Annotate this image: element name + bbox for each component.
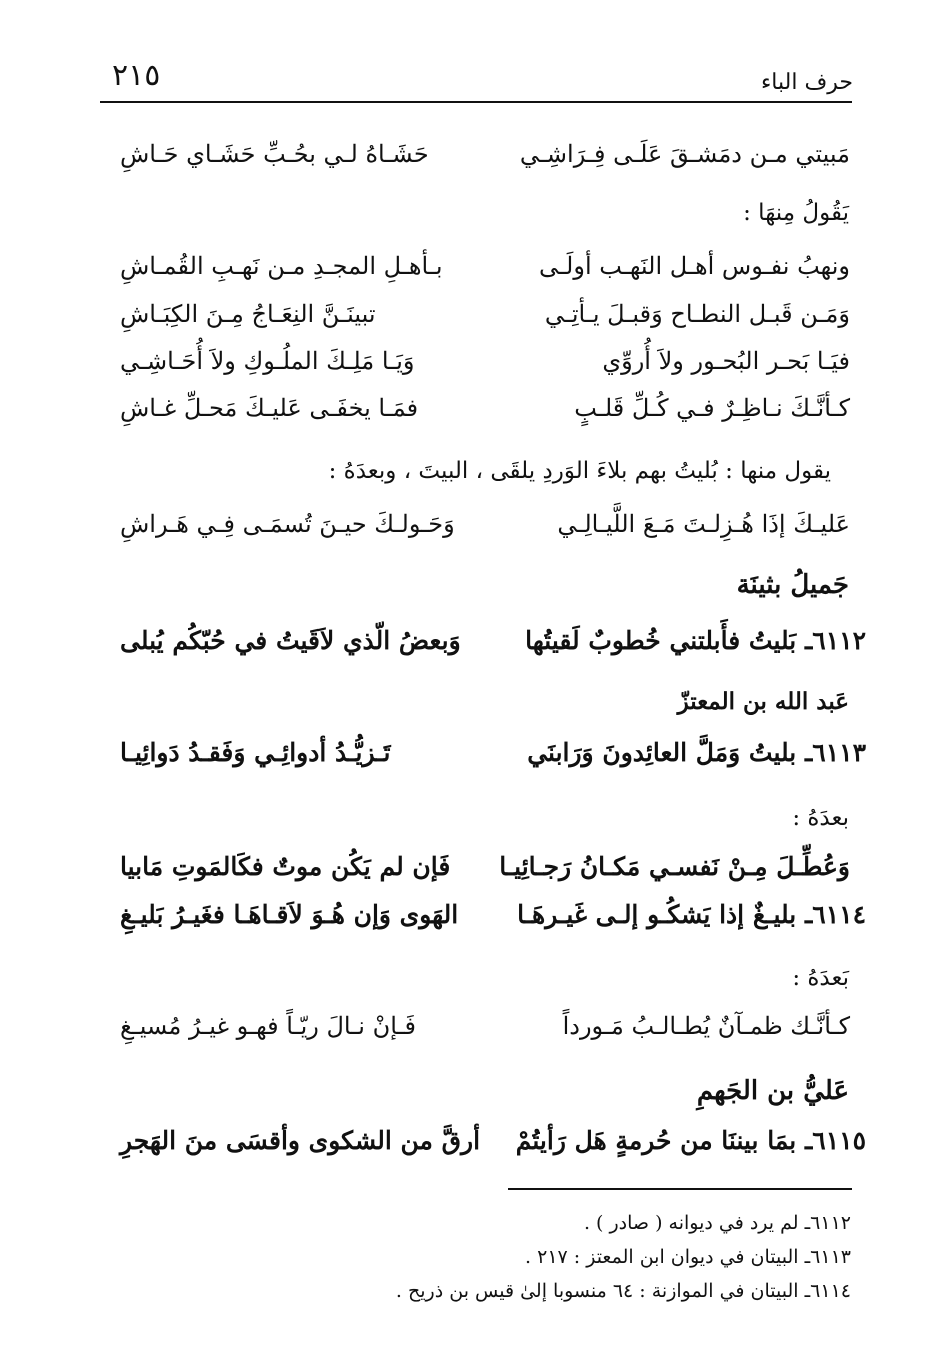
verse-row — [110, 738, 866, 782]
verse-first-hemistich: وَعُطِّـلَ مِـنْ نَفسـي مَكـانُ رَجـائِيـا — [499, 852, 850, 881]
poet-heading: عَليُّ بن الجَهمِ — [696, 1076, 849, 1106]
verse-row — [110, 900, 866, 944]
poet-heading: عَبد الله بن المعتزّ — [677, 688, 849, 715]
verse-second-hemistich: تبينَـنَّ النِعَـاجُ مِـنَ الكِبَـاشِ — [120, 300, 376, 328]
intro-line: يقول منها : بُليتُ بهم بلاءَ الوَردِ يلقَى ، البيتَ ، وبعدَهُ : — [328, 458, 831, 484]
header-rule — [100, 101, 852, 103]
poet-heading: جَميلُ بثينَة — [736, 570, 849, 600]
footnote-rule — [508, 1188, 852, 1190]
verse-row — [110, 1012, 850, 1056]
verse-first-hemistich: ٦١١٢ـ بَليتُ فأَبلتني خُطوبٌ لَقيتُها — [525, 626, 866, 655]
verse-second-hemistich: بـأهـلِ المجـدِ مـن نَهـبِ القُمـاشِ — [120, 252, 443, 280]
verse-second-hemistich: وَحَـولـكَ حيـنَ تُسمَـى فِـي هَـراشِ — [120, 510, 455, 538]
verse-first-hemistich: فيَـا بَحـر البُحـور ولاَ أُروِّي — [602, 347, 850, 375]
verse-row — [110, 852, 850, 896]
verse-number: ٦١١٢ـ — [804, 626, 866, 655]
intro-line: يَقُولُ مِنهَا : — [743, 200, 849, 226]
verse-number: ٦١١٣ـ — [804, 738, 866, 767]
verse-row — [110, 300, 850, 344]
verse-first-hemistich: كـأنَّـكَ نـاظِـرٌ فـي كُـلِّ قَلـبٍ — [574, 394, 850, 422]
verse-number: ٦١١٥ـ — [804, 1126, 866, 1155]
verse-first-hemistich: كـأنَّـك ظمـآنٌ يُطـالـبُ مَـورداً — [562, 1012, 850, 1040]
verse-second-hemistich: حَشَـاهُ لـي بحُـبِّ حَشَـاي حَـاشِ — [120, 140, 429, 168]
verse-second-hemistich: وَيَـا مَلِـكَ الملُـوكِ ولاَ أُحَـاشِـي — [120, 347, 415, 375]
verse-number: ٦١١٤ـ — [804, 900, 866, 929]
verse-first-hemistich: ٦١١٤ـ بليـغٌ إذا يَشكُـو إلـى غَيـرهَـا — [517, 900, 866, 929]
verse-first-hemistich: مَبيتي مـن دمَشـقَ عَلَـى فِـرَاشِـي — [519, 140, 850, 168]
verse-row — [110, 1126, 866, 1170]
verse-second-hemistich: فَـإنْ نـالَ ريّـاً فهـو غيـرُ مُسيـغِ — [120, 1012, 417, 1040]
running-head: حرف الباء — [760, 70, 853, 95]
intro-line: بعدَهُ : — [792, 805, 849, 831]
verse-row — [110, 510, 850, 554]
verse-second-hemistich: وَبعضُ الّذي لاَقَيتُ في حُبّكُم يُبلى — [120, 626, 461, 655]
verse-second-hemistich: أرقَّ من الشكوى وأقسَى منَ الهَجرِ — [120, 1126, 481, 1155]
verse-first-hemistich: ٦١١٥ـ بمَا بيننَا من حُرمةٍ هَل رَأيتُمْ — [515, 1126, 866, 1155]
verse-second-hemistich: فمَـا يخفَـى عَليـكَ مَحـلِّ غـاشِ — [120, 394, 419, 422]
footnote: ٦١١٤ـ البيتان في الموازنة : ٦٤ منسوبا إلىٰ قيس بن ذريح . — [395, 1280, 851, 1302]
intro-line: بَعدَهُ : — [792, 965, 849, 991]
verse-first-hemistich: عَليـكَ إذَا هُـزِلـتَ مَـعَ اللَّيـالِـي — [557, 510, 850, 538]
footnote: ٦١١٢ـ لم يرد في ديوانه ( صادر ) . — [583, 1212, 851, 1234]
verse-second-hemistich: فَإن لم يَكُن موتٌ فكَالمَوتِ مَابيا — [120, 852, 451, 881]
verse-row — [110, 394, 850, 438]
verse-second-hemistich: الهَوى وَإن هُـوَ لاَقـاهَـا فغَيـرُ بَليـغِ — [120, 900, 459, 929]
verse-first-hemistich: وَمَـن قَبـل النطـاح وَقبـلَ يـأتِـي — [544, 300, 850, 328]
footnote: ٦١١٣ـ البيتان في ديوان ابن المعتز : ٢١٧ . — [525, 1246, 851, 1268]
page-number: ٢١٥ — [112, 58, 161, 93]
verse-first-hemistich: ونهبُ نفـوس أهـل النَهـب أولَـى — [539, 252, 850, 280]
verse-row — [110, 626, 866, 670]
verse-row — [110, 347, 850, 391]
verse-second-hemistich: تَـزيُّـدُ أدوائِـي وَفَقـدُ دَوائِيـا — [120, 738, 391, 767]
verse-row — [110, 252, 850, 296]
verse-row — [110, 140, 850, 184]
verse-first-hemistich: ٦١١٣ـ بليتُ وَمَلَّ العائِدونَ وَرَابنَي — [527, 738, 866, 767]
